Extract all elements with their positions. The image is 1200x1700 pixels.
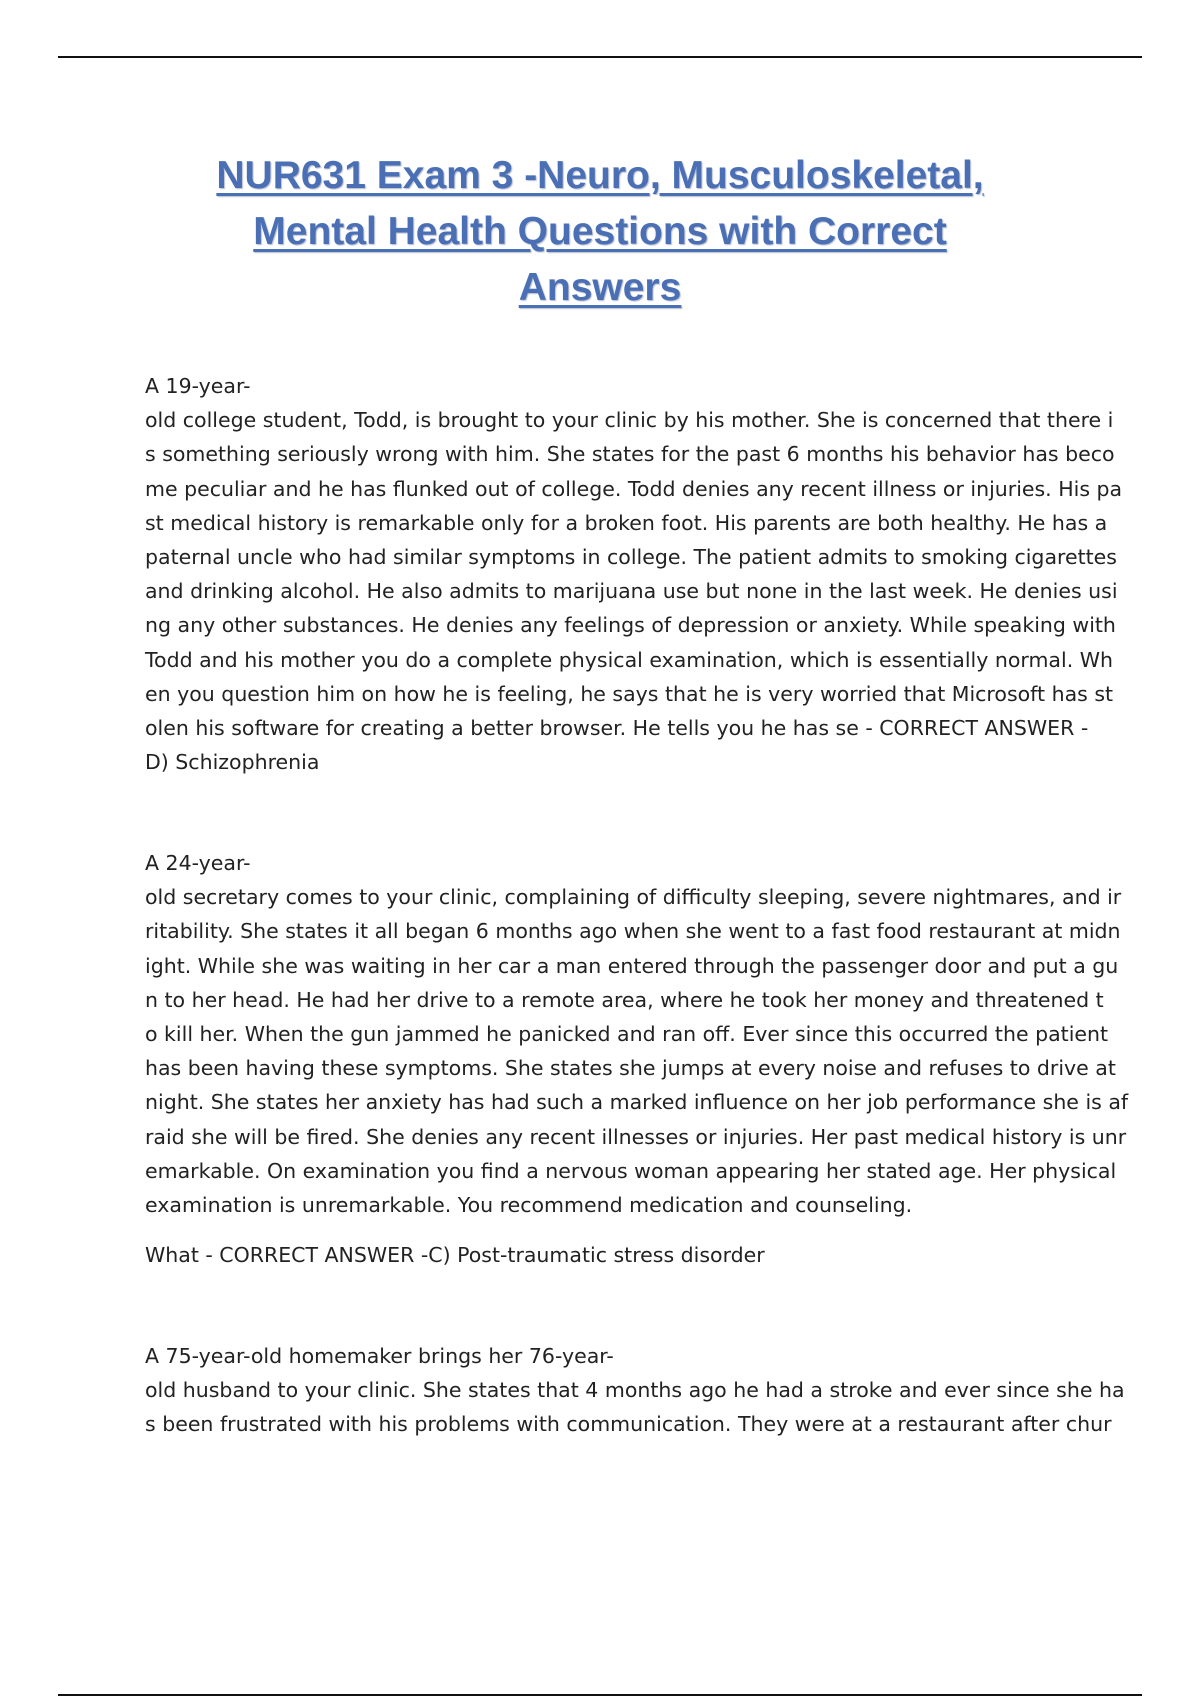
- question-line: A 24-year-: [145, 851, 251, 875]
- question-line: n to her head. He had her drive to a remote area, where he took her money and threatened t: [145, 987, 1104, 1012]
- question-line: st medical history is remarkable only for a broken foot. His parents are both healthy. He has a: [145, 510, 1108, 535]
- question-2: [145, 846, 1129, 1222]
- question-line: and drinking alcohol. He also admits to marijuana use but none in the last week. He denies usi: [145, 579, 1118, 604]
- question-line: ng any other substances. He denies any feelings of depression or anxiety. While speaking with: [145, 613, 1116, 638]
- question-line: raid she will be fired. She denies any recent illnesses or injuries. Her past medical history is unr: [145, 1124, 1127, 1149]
- question-line: A 75-year-old homemaker brings her 76-year-: [145, 1344, 614, 1368]
- title-line: NUR631 Exam 3 -Neuro, Musculoskeletal,: [216, 154, 984, 197]
- question-line: Todd and his mother you do a complete physical examination, which is essentially normal. Wh: [145, 647, 1113, 672]
- question-line: me peculiar and he has flunked out of college. Todd denies any recent illness or injuries. His pa: [145, 476, 1123, 501]
- question-line: has been having these symptoms. She states she jumps at every noise and refuses to drive at: [145, 1056, 1116, 1081]
- question-line: s something seriously wrong with him. She states for the past 6 months his behavior has beco: [145, 442, 1115, 467]
- question-line: ritability. She states it all began 6 months ago when she went to a fast food restaurant at midn: [145, 919, 1121, 944]
- question-line: en you question him on how he is feeling, he says that he is very worried that Microsoft has st: [145, 681, 1114, 706]
- title-line: Mental Health Questions with Correct: [253, 210, 947, 253]
- question-line: old secretary comes to your clinic, complaining of difficulty sleeping, severe nightmares, and ir: [145, 885, 1122, 910]
- question-line: paternal uncle who had similar symptoms in college. The patient admits to smoking cigarettes: [145, 545, 1117, 570]
- question-line: s been frustrated with his problems with communication. They were at a restaurant after chur: [145, 1412, 1112, 1437]
- question-line: A 19-year-: [145, 374, 251, 398]
- question-line: night. She states her anxiety has had such a marked influence on her job performance she is af: [145, 1090, 1129, 1115]
- title-line: Answers: [518, 266, 682, 309]
- question-2-answer: [145, 1238, 1090, 1272]
- question-line: o kill her. When the gun jammed he panicked and ran off. Ever since this occurred the patient: [145, 1022, 1109, 1047]
- question-line: old college student, Todd, is brought to your clinic by his mother. She is concerned that there i: [145, 408, 1114, 433]
- answer-line: D) Schizophrenia: [145, 750, 320, 775]
- question-line: ight. While she was waiting in her car a man entered through the passenger door and put a gu: [145, 953, 1119, 978]
- question-line: old husband to your clinic. She states that 4 months ago he had a stroke and ever since she ha: [145, 1378, 1125, 1403]
- question-line: examination is unremarkable. You recommend medication and counseling.: [145, 1193, 913, 1218]
- question-line: emarkable. On examination you find a nervous woman appearing her stated age. Her physical: [145, 1158, 1117, 1183]
- question-1: [145, 369, 1123, 779]
- question-3: [145, 1339, 1125, 1442]
- answer-line: What - CORRECT ANSWER -C) Post-traumatic stress disorder: [145, 1243, 765, 1267]
- bottom-rule: [58, 1694, 1142, 1696]
- question-line: olen his software for creating a better browser. He tells you he has se - CORRECT ANSWER -: [145, 716, 1089, 741]
- top-rule: [58, 56, 1142, 58]
- page-title: [100, 148, 1100, 316]
